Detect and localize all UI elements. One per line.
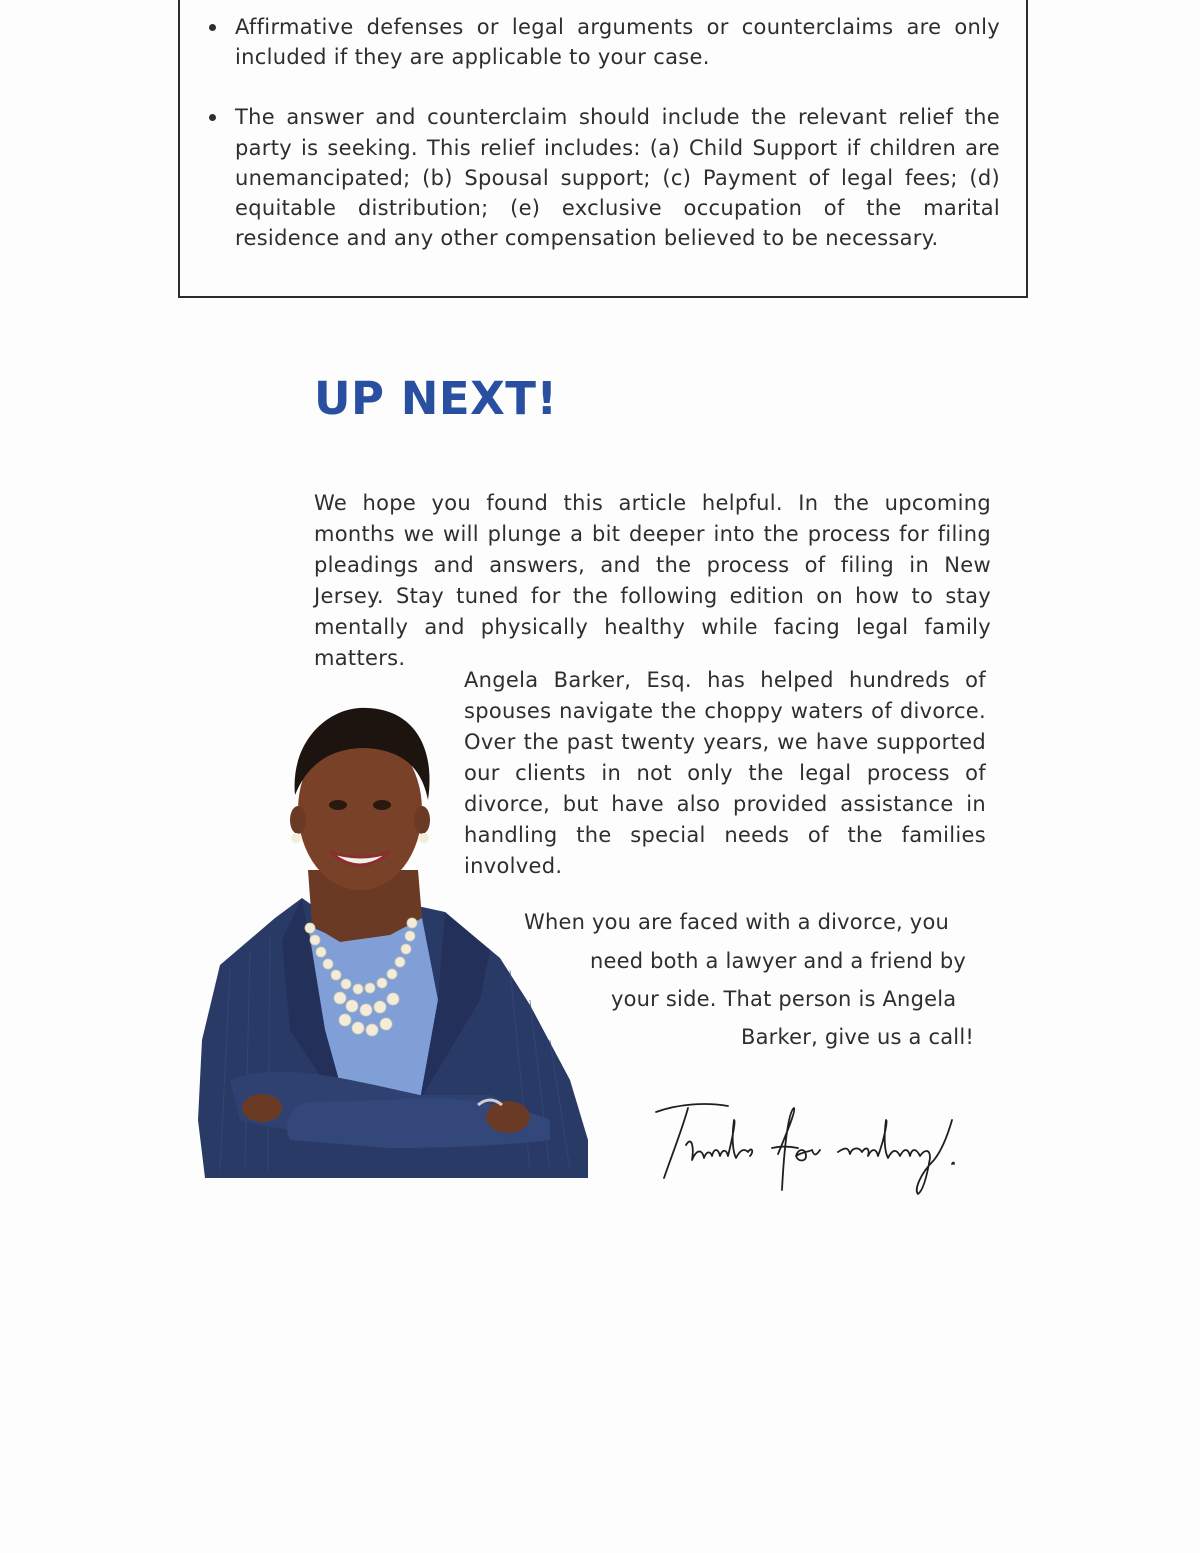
bullet-text: Affirmative defenses or legal arguments or counterclaims are only included if they are applicable to your case. — [235, 15, 1000, 70]
bullet-icon — [209, 24, 216, 31]
cta-line: need both a lawyer and a friend by — [590, 949, 967, 973]
bullet-list — [235, 12, 1000, 283]
signature-thanks-for-reading — [648, 1090, 983, 1200]
cta-line: When you are faced with a divorce, you — [524, 910, 949, 934]
intro-paragraph: We hope you found this article helpful. In the upcoming months we will plunge a bit deeper into the process for filing pleadings and answers, and the process of filing in New Jersey. Stay tuned for the following edition on how to stay mentally and physically healthy while facing legal family matters. — [314, 491, 991, 670]
cta-line: Barker, give us a call! — [741, 1025, 974, 1049]
attorney-photo — [190, 700, 590, 1180]
page-title: UP NEXT! — [314, 372, 558, 425]
bullet-text: The answer and counterclaim should include the relevant relief the party is seeking. This relief includes: (a) Child Support if children are unemancipated; (b) Spousal support; (c) Payment of legal fees; (d) equitable distribution; (e) exclusive occupation of the marital residence and any other compensation believed to be necessary. — [235, 105, 1000, 251]
cta-line: your side. That person is Angela — [611, 987, 957, 1011]
bio-paragraph: Angela Barker, Esq. has helped hundreds of spouses navigate the choppy waters of divorce. Over the past twenty years, we have supported our clients in not only the legal process of divorce, but have also provided assistance in handling the special needs of the families involved. — [464, 668, 986, 878]
list-item — [235, 102, 1000, 253]
list-item — [235, 12, 1000, 72]
